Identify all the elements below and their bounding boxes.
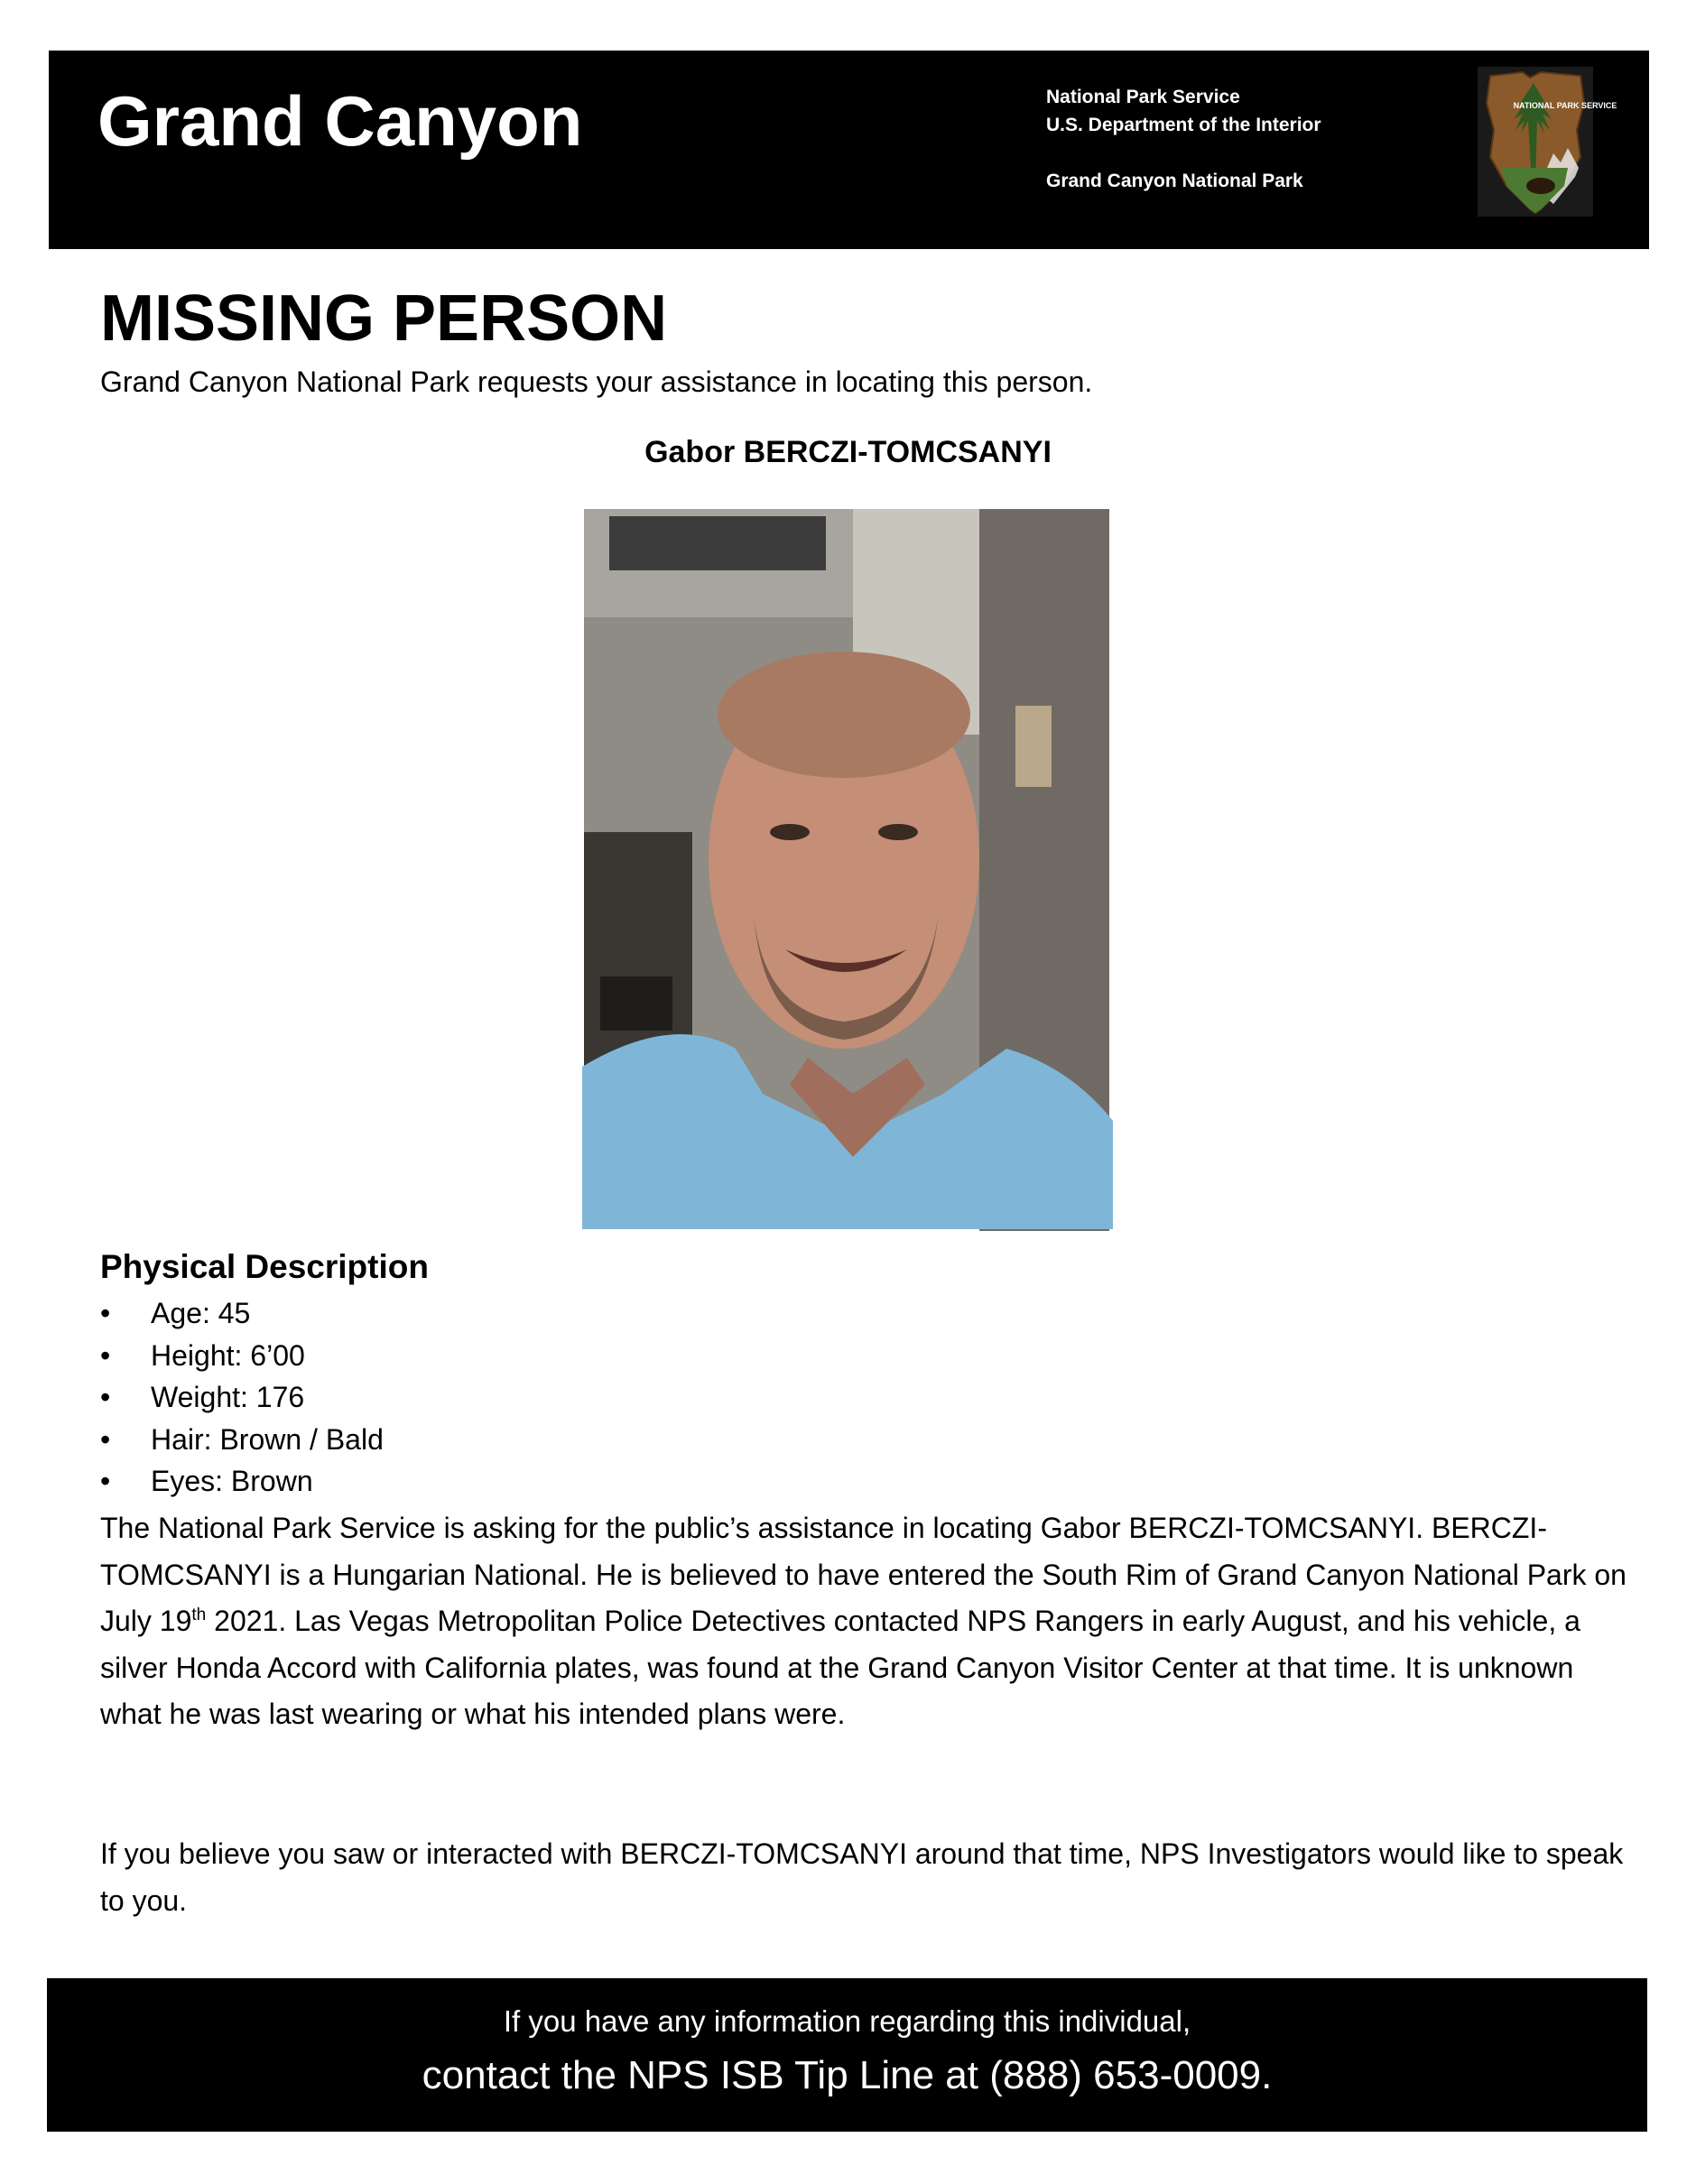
- header-banner: [49, 51, 1649, 249]
- description-item-weight: • Weight: 176: [100, 1376, 384, 1419]
- agency-line-doi: U.S. Department of the Interior: [1046, 115, 1321, 135]
- ordinal-suffix: th: [191, 1606, 207, 1624]
- body-paragraph-1: [100, 1505, 1635, 1738]
- page-subtitle: Grand Canyon National Park requests your assistance in locating this person.: [100, 366, 1093, 398]
- tip-line-contact: contact the NPS ISB Tip Line at (888) 653-0009.: [422, 2053, 1273, 2097]
- description-item-hair: • Hair: Brown / Bald: [100, 1419, 384, 1461]
- footer-line-1: If you have any information regarding this individual,: [503, 2004, 1191, 2038]
- body-paragraph-1-end: 2021. Las Vegas Metropolitan Police Detectives contacted NPS Rangers in early August, and his vehicle, a silver Honda Accord with California plates, was found at the Grand Canyon Visitor Center at that time. It is unknown what he was last wearing or what his intended plans were.: [100, 1605, 1580, 1730]
- body-paragraph-2: If you believe you saw or interacted with BERCZI-TOMCSANYI around that time, NPS Investigators would like to speak to you.: [100, 1837, 1624, 1917]
- nps-arrowhead-logo: [1478, 67, 1617, 217]
- physical-description-list: [100, 1292, 384, 1503]
- person-photo: [582, 507, 1113, 1229]
- description-item-age: • Age: 45: [100, 1292, 384, 1335]
- agency-line-nps: National Park Service: [1046, 87, 1240, 107]
- footer-banner: [47, 1978, 1647, 2132]
- description-item-height: • Height: 6’00: [100, 1335, 384, 1377]
- page-title: MISSING PERSON: [100, 282, 668, 355]
- logo-text: NATIONAL PARK SERVICE: [1513, 101, 1617, 110]
- agency-line-park: Grand Canyon National Park: [1046, 171, 1303, 191]
- park-name: Grand Canyon: [97, 81, 583, 161]
- agency-block: [1046, 83, 1321, 195]
- person-name: Gabor BERCZI-TOMCSANYI: [644, 435, 1052, 469]
- body-paragraph-1-start: The National Park Service is asking for the public’s assistance in locating Gabor BERCZI-TOMCSANYI. BERCZI-TOMCSANYI is a Hungarian National. He is believed to have entered the South Rim of Grand Canyon National Park on July 19: [100, 1512, 1626, 1637]
- description-item-eyes: • Eyes: Brown: [100, 1460, 384, 1503]
- physical-description-heading: Physical Description: [100, 1248, 429, 1285]
